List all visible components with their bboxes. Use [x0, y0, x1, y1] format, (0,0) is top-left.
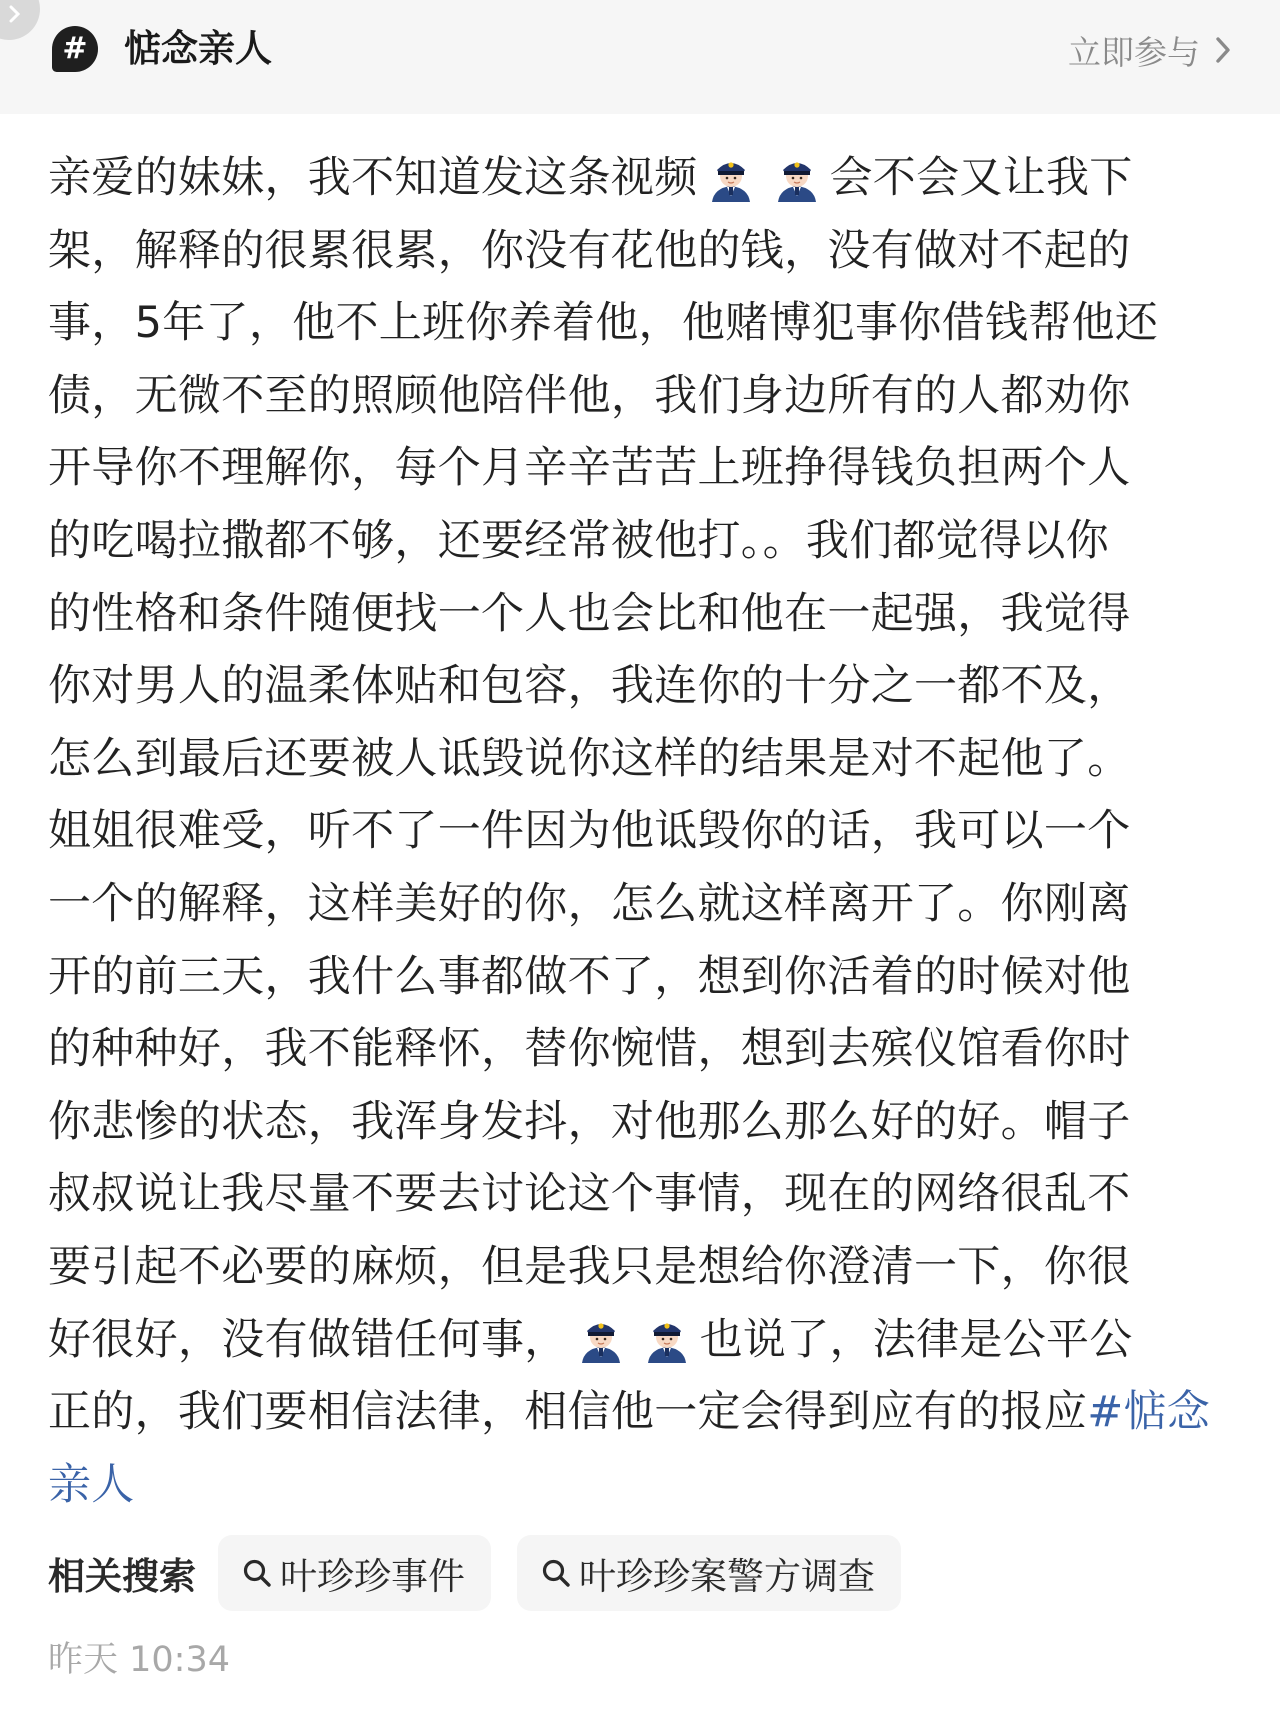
related-search-text: 叶珍珍事件 [280, 1555, 465, 1598]
post-segment-2: 会不会又让我下 架，解释的很累很累，你没有花他的钱，没有做对不起的 事，5年了，他不上班你养着他，他赌博犯事你借钱帮他还 债，无微不至的照顾他陪伴他，我们身边所有的人都劝你 开导你不理解你，每个月辛辛苦苦上班挣得钱负担两个人 的吃喝拉撒都不够，还要经常被他打。。我们都觉得以你 的性格和条件随便找一个人也会比和他在一起强，我觉得 你对男人的温柔体贴和包容，我连你的十分之一都不及， 怎么到最后还要被人诋毁说你这样的结果是对不起他了。 姐姐很难受，听不了一件因为他诋毁你的话，我可以一个 一个的解释，这样美好的你，怎么就这样离开了。你刚离 开的前三天，我什么事都做不了，想到你活着的时候对他 的种种好，我不能释怀，替你惋惜，想到去殡仪馆看你时 你悲惨的状态，我浑身发抖，对他那么那么好的好。帽子 叔叔说让我尽量不要去讨论这个事情，现在的网络很乱不 要引起不必要的麻烦，但是我只是想给你澄清一下，你很 好很好，没有做错任何事， [48, 153, 1159, 1365]
join-label: 立即参与 [1068, 32, 1200, 72]
back-button[interactable] [0, 0, 40, 40]
police-officer-emoji-icon [576, 1313, 626, 1363]
post-segment-3: 也说了，法律是公平公 正的，我们要相信法律，相信他一定会得到应有的报应 [48, 1314, 1133, 1438]
back-chevron-icon [8, 4, 22, 24]
topic-header [0, 0, 1280, 114]
post-segment-1: 亲爱的妹妹，我不知道发这条视频 [48, 153, 698, 203]
related-search-chip[interactable] [517, 1535, 901, 1611]
related-searches [48, 1535, 927, 1611]
topic-hashtag-link[interactable]: #惦念 亲人 [48, 1387, 1211, 1510]
chevron-right-icon [1214, 35, 1232, 65]
topic-title[interactable]: 惦念亲人 [124, 27, 272, 70]
hash-topic-icon: # [52, 26, 98, 72]
police-officer-emoji-icon [772, 152, 822, 202]
join-topic-button[interactable] [1068, 22, 1232, 78]
related-search-chip[interactable] [218, 1535, 491, 1611]
post-text [48, 142, 1238, 1521]
related-searches-label: 相关搜索 [48, 1555, 196, 1598]
search-icon [242, 1558, 272, 1588]
search-icon [541, 1558, 571, 1588]
related-search-text: 叶珍珍案警方调查 [579, 1555, 875, 1598]
police-officer-emoji-icon [642, 1313, 692, 1363]
post-timestamp: 昨天 10:34 [48, 1640, 230, 1680]
police-officer-emoji-icon [706, 152, 756, 202]
